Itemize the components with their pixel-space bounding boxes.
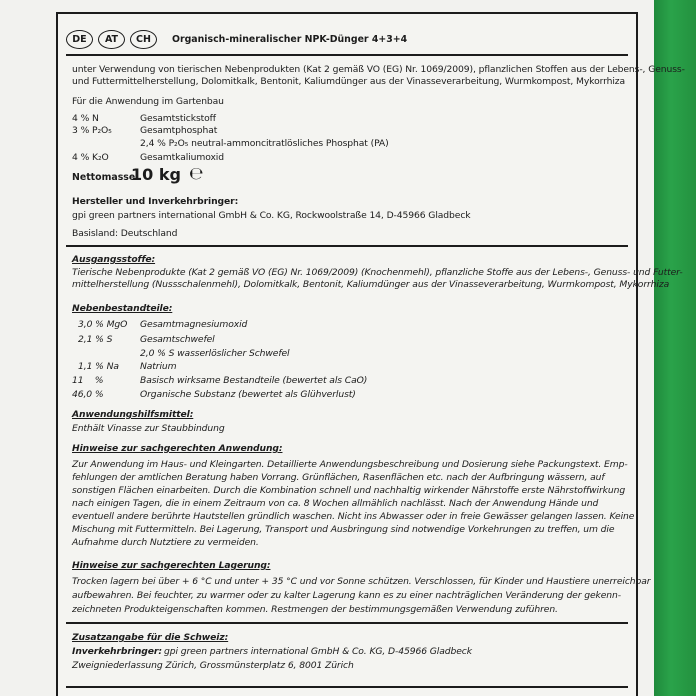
- application-aids-value: Enthält Vinasse zur Staubbindung: [72, 423, 225, 434]
- application-aids-label: Anwendungshilfsmittel:: [72, 409, 194, 420]
- divider: [66, 54, 628, 56]
- nutrient-amount: 4 % K₂O: [72, 152, 109, 163]
- component-amount: 11 %: [72, 375, 104, 386]
- nutrient-amount: 3 % P₂O₅: [72, 125, 112, 136]
- component-name: Gesamtschwefel: [140, 334, 215, 345]
- nutrient-name: Gesamtstickstoff: [140, 113, 216, 124]
- nutrient-amount: 4 % N: [72, 113, 99, 124]
- component-name: Basisch wirksame Bestandteile (bewertet als CaO): [140, 375, 368, 386]
- component-amount: 3,0 % MgO: [78, 319, 128, 330]
- usage-notes-line: sonstigen Flächen einarbeiten. Durch die Kombination schnell und nachhaltig wirkender Nährstoffe erste Nährstoffwirkung: [72, 485, 626, 496]
- intro-line: und Futtermittelherstellung, Dolomitkalk, Bentonit, Kaliumdünger aus der Vinasseverarbeitung, Wurmkompost, Mykorrhiza: [72, 76, 626, 87]
- divider: [66, 622, 628, 624]
- usage-notes-line: fehlungen der amtlichen Beratung haben Vorrang. Grünflächen, Rasenflächen etc. nach der Aufbringung wässern, auf: [72, 472, 605, 483]
- swiss-distributor-value: gpi green partners international GmbH & Co. KG, D-45966 Gladbeck: [164, 646, 472, 657]
- storage-notes-line: zeichneten Produkteigenschaften kommen. Restmengen der bestimmungsgemäßen Verwendung zuführen.: [72, 604, 558, 615]
- swiss-distributor-label: Inverkehrbringer:: [72, 646, 162, 657]
- storage-notes-line: aufbewahren. Bei feuchter, zu warmer oder zu kalter Lagerung kann es zu einer nachträglichen Veränderung der gekenn-: [72, 590, 621, 601]
- net-mass-value: 10 kg: [131, 165, 181, 184]
- nutrient-name: Gesamtkaliumoxid: [140, 152, 224, 163]
- component-name: Gesamtmagnesiumoxid: [140, 319, 248, 330]
- source-materials-line: Tierische Nebenprodukte (Kat 2 gemäß VO (EG) Nr. 1069/2009) (Knochenmehl), pflanzliche Stoffe aus der Lebens-, Genuss- und Futter-: [72, 267, 683, 278]
- component-name: Organische Substanz (bewertet als Glühverlust): [140, 389, 356, 400]
- green-packaging-edge: [654, 0, 696, 696]
- divider: [66, 245, 628, 247]
- product-title: Organisch-mineralischer NPK-Dünger 4+3+4: [172, 34, 408, 45]
- usage-notes-line: eventuell andere berührte Hautstellen gründlich waschen. Nicht ins Abwasser oder in freie Gewässer gelangen lassen. Keine: [72, 511, 635, 522]
- usage-notes-line: Mischung mit Futtermitteln. Bei Lagerung, Transport und Ausbringung sind notwendige Vorkehrungen zu treffen, um die: [72, 524, 615, 535]
- swiss-branch: Zweigniederlassung Zürich, Grossmünsterplatz 6, 8001 Zürich: [72, 660, 354, 671]
- storage-notes-label: Hinweise zur sachgerechten Lagerung:: [72, 560, 271, 571]
- secondary-components-label: Nebenbestandteile:: [72, 303, 173, 314]
- net-mass-label: Nettomasse:: [72, 172, 139, 183]
- country-badge-ch: CH: [130, 30, 157, 49]
- estimated-sign-icon: ℮: [189, 164, 204, 184]
- usage-notes-line: Aufnahme durch Nutztiere zu vermeiden.: [72, 537, 259, 548]
- component-name: 2,0 % S wasserlöslicher Schwefel: [140, 348, 290, 359]
- manufacturer-label: Hersteller und Inverkehrbringer:: [72, 196, 239, 207]
- nutrient-name: Gesamtphosphat: [140, 125, 218, 136]
- component-amount: 46,0 %: [72, 389, 104, 400]
- swiss-info-label: Zusatzangabe für die Schweiz:: [72, 632, 229, 643]
- nutrient-name: 2,4 % P₂O₅ neutral-ammoncitratlösliches Phosphat (PA): [140, 138, 389, 149]
- base-country: Basisland: Deutschland: [72, 228, 178, 239]
- storage-notes-line: Trocken lagern bei über + 6 °C und unter + 35 °C und vor Sonne schützen. Verschlossen, für Kinder und Haustiere unerreichbar: [72, 576, 651, 587]
- country-badge-at: AT: [98, 30, 125, 49]
- usage-notes-label: Hinweise zur sachgerechten Anwendung:: [72, 443, 283, 454]
- source-materials-label: Ausgangsstoffe:: [72, 254, 156, 265]
- usage-notes-line: Zur Anwendung im Haus- und Kleingarten. Detaillierte Anwendungsbeschreibung und Dosierung siehe Packungstext. Emp-: [72, 459, 628, 470]
- component-amount: 2,1 % S: [78, 334, 113, 345]
- country-badge-de: DE: [66, 30, 93, 49]
- divider: [66, 686, 628, 688]
- label-sheet: [56, 12, 685, 696]
- component-amount: 1,1 % Na: [78, 361, 119, 372]
- source-materials-line: mittelherstellung (Nussschalenmehl), Dolomitkalk, Bentonit, Kaliumdünger aus der Vinasseverarbeitung, Wurmkompost, Mykorrhiza: [72, 279, 670, 290]
- component-name: Natrium: [140, 361, 177, 372]
- manufacturer-value: gpi green partners international GmbH & Co. KG, Rockwoolstraße 14, D-45966 Gladbeck: [72, 210, 471, 221]
- usage-notes-line: nach einigen Tagen, die in einem Zeitraum von ca. 8 Wochen allmählich nachlässt. Nach der Anwendung Hände und: [72, 498, 599, 509]
- intro-line: unter Verwendung von tierischen Nebenprodukten (Kat 2 gemäß VO (EG) Nr. 1069/2009), pflanzlichen Stoffen aus der Lebens-, Genuss-: [72, 64, 685, 75]
- usage-garden: Für die Anwendung im Gartenbau: [72, 96, 224, 107]
